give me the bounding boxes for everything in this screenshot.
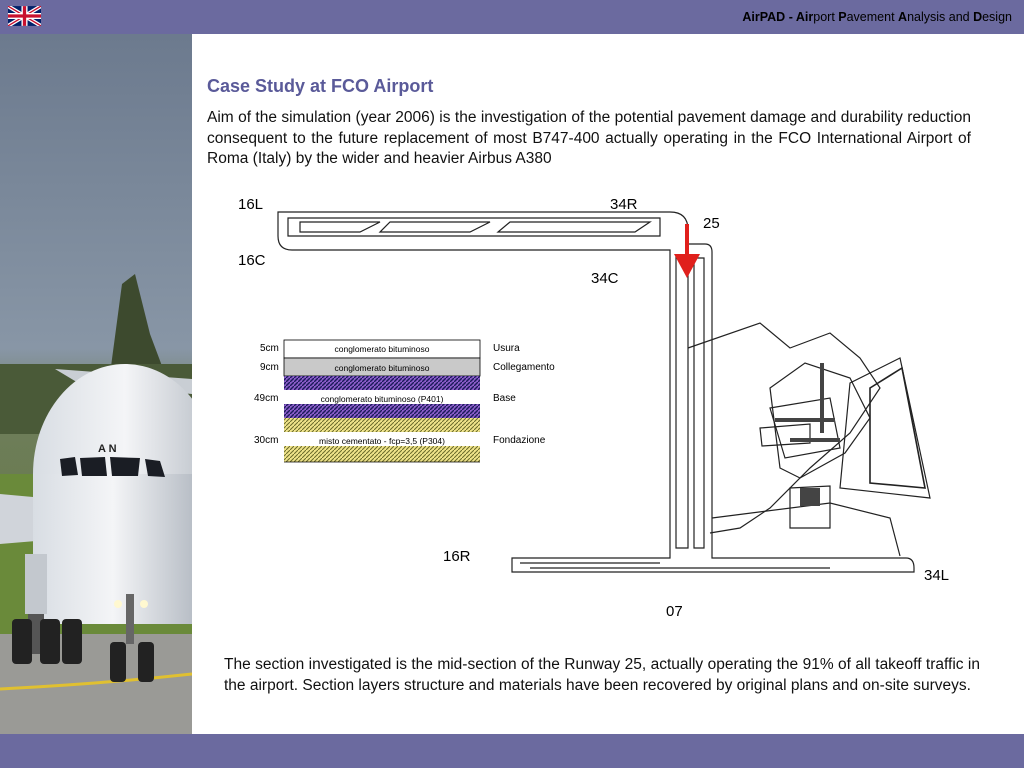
runway-label-16r: 16R bbox=[443, 548, 471, 565]
runway-label-07: 07 bbox=[666, 603, 683, 620]
runway-25-arrow-icon bbox=[674, 254, 700, 278]
runway-label-16c: 16C bbox=[238, 252, 266, 269]
layer-material: misto cementato - fcp=3,5 (P304) bbox=[319, 436, 445, 446]
runway-label-34c: 34C bbox=[591, 270, 619, 287]
layer-name: Fondazione bbox=[493, 435, 546, 446]
header-bar bbox=[0, 0, 1024, 34]
outro-paragraph: The section investigated is the mid-section of the Runway 25, actually operating the 91% of all takeoff traffic in the airport. Section layers structure and materials have been recovered by original plans and on-site surveys. bbox=[224, 656, 980, 694]
pavement-section-diagram bbox=[250, 338, 570, 468]
runway-25-arrow-shaft bbox=[685, 224, 689, 258]
layer-thickness: 5cm bbox=[260, 343, 279, 354]
layer-material: conglomerato bituminoso bbox=[334, 363, 430, 373]
app-title: AirPAD - Airport Pavement Analysis and Design bbox=[742, 10, 1012, 24]
runway-label-34r: 34R bbox=[610, 196, 638, 213]
footer-bar bbox=[0, 734, 1024, 768]
runway-label-25: 25 bbox=[703, 215, 720, 232]
layer-name: Usura bbox=[493, 343, 520, 354]
intro-paragraph: Aim of the simulation (year 2006) is the investigation of the potential pavement damage and durability reduction consequent to the future replacement of most B747-400 actually operating in the FCO International Airport of Roma (Italy) by the wider and heavier Airbus A380 bbox=[207, 109, 971, 167]
layer-name: Base bbox=[493, 393, 516, 404]
svg-text:A N: A N bbox=[98, 443, 117, 455]
runway-label-16l: 16L bbox=[238, 196, 264, 213]
layer-thickness: 49cm bbox=[254, 393, 279, 404]
runway-label-34l: 34L bbox=[924, 567, 950, 584]
layer-material: conglomerato bituminoso (P401) bbox=[320, 394, 444, 404]
airplane-photo bbox=[0, 34, 192, 734]
layer-material: conglomerato bituminoso bbox=[334, 344, 430, 354]
layer-thickness: 30cm bbox=[254, 435, 279, 446]
page-title: Case Study at FCO Airport bbox=[207, 76, 434, 96]
layer-thickness: 9cm bbox=[260, 362, 279, 373]
layer-name: Collegamento bbox=[493, 362, 555, 373]
uk-flag-icon[interactable] bbox=[8, 6, 41, 26]
